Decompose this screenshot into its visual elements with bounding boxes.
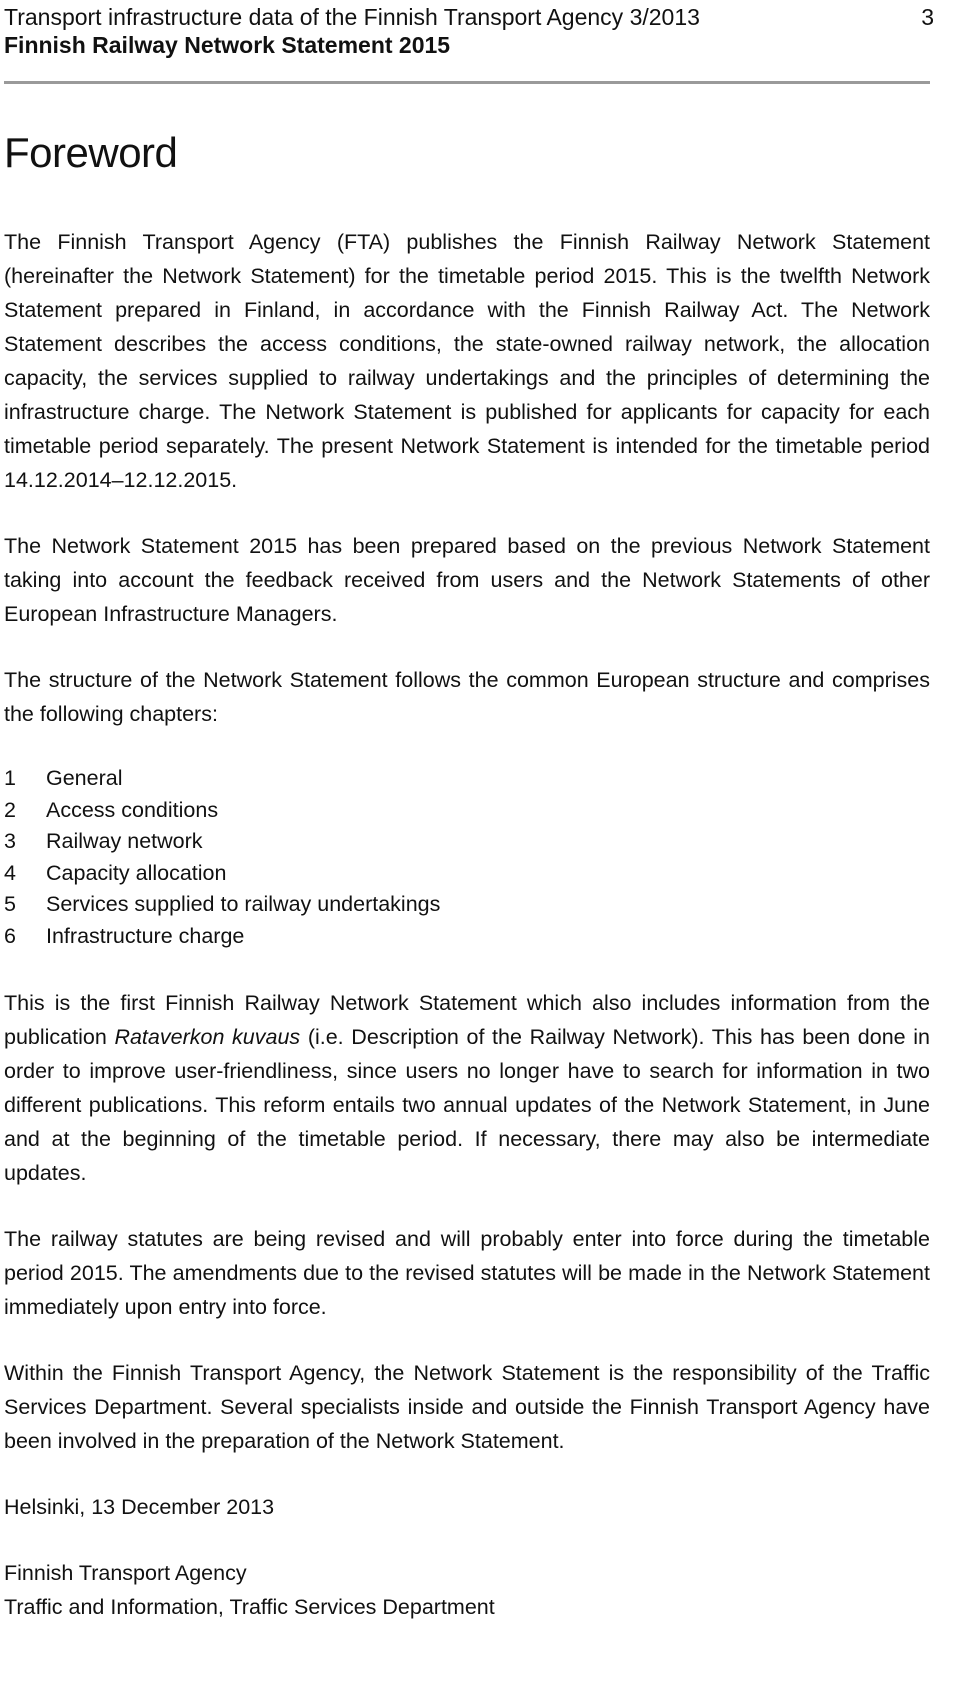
- list-item: [4, 795, 930, 827]
- chapter-list: [4, 763, 930, 952]
- chapter-label: Access conditions: [46, 797, 219, 822]
- chapter-label: General: [46, 766, 123, 790]
- paragraph-structure: The structure of the Network Statement follows the common European structure and comprises the following chapters:: [4, 668, 930, 726]
- chapter-number: 3: [4, 829, 16, 853]
- paragraph-responsibility: Within the Finnish Transport Agency, the Network Statement is the responsibility of the Traffic Services Department. Several specialists inside and outside the Finnish Transport Agency have been involved in the preparation of the Network Statement.: [4, 1361, 930, 1453]
- publication-name: Rataverkon kuvaus: [114, 1025, 301, 1049]
- chapter-number: 2: [4, 797, 16, 822]
- page-number: 3: [921, 4, 934, 30]
- paragraph-first-statement: [4, 986, 930, 1190]
- place-date: Helsinki, 13 December 2013: [4, 1495, 275, 1519]
- paragraph-preparation: The Network Statement 2015 has been prepared based on the previous Network Statement taking into account the feedback received from users and the Network Statements of other European Infrastructure Managers.: [4, 534, 930, 626]
- paragraph-statutes: The railway statutes are being revised and will probably enter into force during the timetable period 2015. The amendments due to the revised statutes will be made in the Network Statement immediately upon entry into force.: [4, 1227, 930, 1319]
- list-item: [4, 858, 930, 890]
- signature-department: Traffic and Information, Traffic Services Department: [4, 1595, 495, 1619]
- chapter-number: 5: [4, 892, 16, 916]
- chapter-number: 6: [4, 923, 16, 948]
- page-header: [4, 4, 934, 60]
- list-item: [4, 763, 930, 795]
- paragraph-text-before: This is the first Finnish Railway Network Statement which also includes information from the publication: [4, 991, 930, 1049]
- page-title: Foreword: [4, 129, 178, 176]
- chapter-number: 1: [4, 766, 16, 790]
- document-title: Finnish Railway Network Statement 2015: [4, 32, 451, 58]
- signature-organization: Finnish Transport Agency: [4, 1561, 247, 1585]
- list-item: [4, 826, 930, 858]
- publication-series: Transport infrastructure data of the Finnish Transport Agency 3/2013: [4, 4, 700, 30]
- list-item: [4, 889, 930, 921]
- chapter-label: Capacity allocation: [46, 860, 227, 885]
- chapter-label: Railway network: [46, 829, 203, 853]
- chapter-label: Infrastructure charge: [46, 923, 245, 948]
- chapter-number: 4: [4, 860, 16, 885]
- paragraph-intro: The Finnish Transport Agency (FTA) publishes the Finnish Railway Network Statement (hereinafter the Network Statement) for the timetable period 2015. This is the twelfth Network Statement prepared in Finland, in accordance with the Finnish Railway Act. The Network Statement describes the access conditions, the state-owned railway network, the allocation capacity, the services supplied to railway undertakings and the principles of determining the infrastructure charge. The Network Statement is published for applicants for capacity for each timetable period separately. The present Network Statement is intended for the timetable period 14.12.2014–12.12.2015.: [4, 230, 930, 492]
- list-item: [4, 921, 930, 953]
- signature-block: [4, 1556, 930, 1624]
- document-body: [4, 225, 930, 1624]
- header-divider: [4, 81, 930, 84]
- chapter-label: Services supplied to railway undertakings: [46, 892, 441, 916]
- paragraph-text-after: (i.e. Description of the Railway Network). This has been done in order to improve user-friendliness, since users no longer have to search for information in two different publications. This reform entails two annual updates of the Network Statement, in June and at the beginning of the timetable period. If necessary, there may also be intermediate updates.: [4, 1025, 930, 1185]
